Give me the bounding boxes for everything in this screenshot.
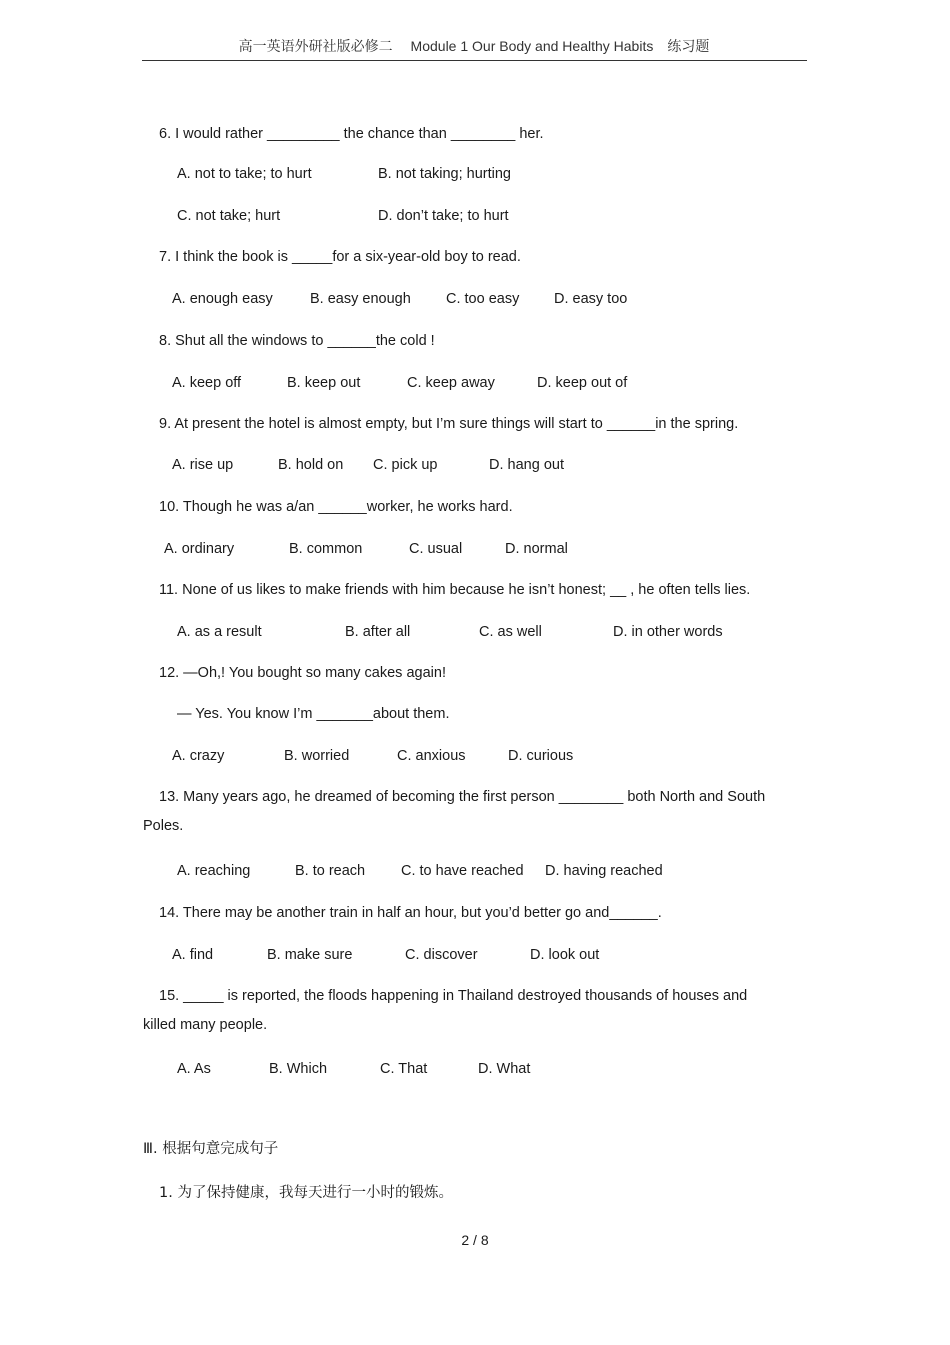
question-stem: 11. None of us likes to make friends with him because he isn’t honest; __ , he often tells lies. (159, 582, 751, 598)
question-stem: 15. _____ is reported, the floods happening in Thailand destroyed thousands of houses and (159, 988, 748, 1004)
question-stem: 6. I would rather _________ the chance than ________ her. (159, 126, 544, 142)
question-stem: 12. —Oh,! You bought so many cakes again! (159, 665, 446, 681)
option-b: B. not taking; hurting (378, 166, 511, 182)
option-b: B. make sure (267, 947, 353, 963)
option-a: A. not to take; to hurt (177, 166, 312, 182)
option-b: B. keep out (287, 375, 361, 391)
option-d: D. keep out of (537, 375, 628, 391)
option-b: B. after all (345, 624, 411, 640)
option-c: C. pick up (373, 457, 438, 473)
option-a: A. reaching (177, 863, 251, 879)
question-stem: 14. There may be another train in half an hour, but you’d better go and______. (159, 905, 662, 921)
option-b: B. common (289, 541, 363, 557)
option-d: D. in other words (613, 624, 723, 640)
option-d: D. hang out (489, 457, 564, 473)
option-d: D. normal (505, 541, 568, 557)
option-c: C. anxious (397, 748, 466, 764)
option-a: A. rise up (172, 457, 234, 473)
question-stem: 10. Though he was a/an ______worker, he works hard. (159, 499, 513, 515)
option-d: D. What (478, 1061, 531, 1077)
option-b: B. easy enough (310, 291, 411, 307)
section-item: 1. 为了保持健康，我每天进行一小时的锻炼。 (159, 1185, 453, 1201)
option-d: D. look out (530, 947, 600, 963)
option-b: B. hold on (278, 457, 344, 473)
option-a: A. keep off (172, 375, 242, 391)
option-d: D. having reached (545, 863, 663, 879)
option-c: C. to have reached (401, 863, 524, 879)
question-stem-continued: killed many people. (143, 1017, 268, 1033)
option-a: A. as a result (177, 624, 262, 640)
option-c: C. as well (479, 624, 542, 640)
option-c: C. discover (405, 947, 478, 963)
option-a: A. find (172, 947, 214, 963)
option-d: D. easy too (554, 291, 628, 307)
question-stem: 7. I think the book is _____for a six-year-old boy to read. (159, 249, 521, 265)
section-title: Ⅲ. 根据句意完成句子 (143, 1141, 279, 1157)
option-a: A. crazy (172, 748, 225, 764)
question-stem-continued: Poles. (143, 818, 184, 834)
option-b: B. to reach (295, 863, 366, 879)
question-stem: 13. Many years ago, he dreamed of becoming the first person ________ both North and South (159, 789, 766, 805)
question-stem-continued: — Yes. You know I’m _______about them. (177, 706, 450, 722)
option-b: B. worried (284, 748, 350, 764)
header-rule (142, 60, 807, 61)
option-c: C. usual (409, 541, 463, 557)
option-a: A. As (177, 1061, 211, 1077)
page-header: 高一英语外研社版必修二 Module 1 Our Body and Healthy Habits 练习题 (238, 38, 710, 54)
option-c: C. That (380, 1061, 428, 1077)
question-stem: 9. At present the hotel is almost empty, but I’m sure things will start to ______in the spring. (159, 416, 739, 432)
option-a: A. enough easy (172, 291, 273, 307)
option-c: C. not take; hurt (177, 208, 281, 224)
option-d: D. don’t take; to hurt (378, 208, 509, 224)
option-c: C. keep away (407, 375, 495, 391)
option-d: D. curious (508, 748, 574, 764)
page-number: 2 / 8 (461, 1232, 489, 1248)
option-b: B. Which (269, 1061, 328, 1077)
question-stem: 8. Shut all the windows to ______the cold ! (159, 333, 435, 349)
option-a: A. ordinary (164, 541, 235, 557)
option-c: C. too easy (446, 291, 520, 307)
